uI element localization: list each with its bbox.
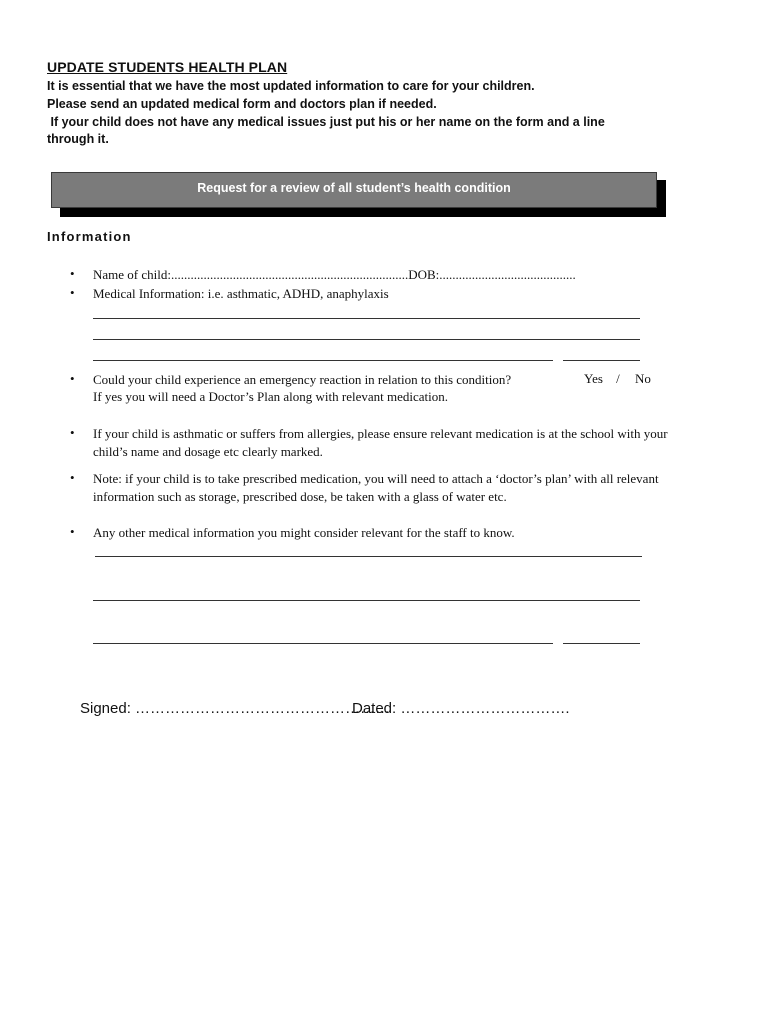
bullet-icon: • <box>70 524 75 539</box>
bullet-icon: • <box>70 470 75 485</box>
medical-info-label: Medical Information: i.e. asthmatic, ADHD, anaphylaxis <box>93 286 389 301</box>
yes-option[interactable]: Yes <box>584 371 603 386</box>
yes-no-choice <box>584 371 651 387</box>
other-info-line-1[interactable] <box>95 556 642 557</box>
intro-line-1: It is essential that we have the most updated information to care for your children. <box>47 79 535 93</box>
note-line-2: information such as storage, prescribed dose, be taken with a glass of water etc. <box>93 489 507 504</box>
asthma-line-2: child’s name and dosage etc clearly marked. <box>93 444 323 459</box>
signed-field[interactable]: Signed: …………………………………………… <box>80 700 391 717</box>
intro-line-4: through it. <box>47 132 109 146</box>
medical-info-line-3[interactable] <box>93 360 553 361</box>
yes-no-separator: / <box>616 371 620 386</box>
form-title: UPDATE STUDENTS HEALTH PLAN <box>47 59 288 75</box>
medical-info-line-1[interactable] <box>93 318 640 319</box>
asthma-line-1: If your child is asthmatic or suffers from allergies, please ensure relevant medication is at the school with your <box>93 426 668 441</box>
review-request-banner <box>51 172 666 217</box>
bullet-icon: • <box>70 371 75 386</box>
medical-info-line-3b[interactable] <box>563 360 640 361</box>
other-info-line-2[interactable] <box>93 600 640 601</box>
other-info-line-3[interactable] <box>93 643 553 644</box>
other-info-line-3b[interactable] <box>563 643 640 644</box>
information-heading: Information <box>47 229 132 244</box>
other-info-label: Any other medical information you might consider relevant for the staff to know. <box>93 525 515 540</box>
intro-line-3: If your child does not have any medical issues just put his or her name on the form and a line <box>47 115 605 129</box>
intro-line-2: Please send an updated medical form and doctors plan if needed. <box>47 97 437 111</box>
emergency-question: Could your child experience an emergency reaction in relation to this condition? <box>93 372 512 387</box>
bullet-icon: • <box>70 285 75 300</box>
bullet-icon: • <box>70 266 75 281</box>
emergency-note: If yes you will need a Doctor’s Plan along with relevant medication. <box>93 389 448 404</box>
dated-field[interactable]: Dated: ……………………………. <box>352 700 570 717</box>
note-line-1: Note: if your child is to take prescribed medication, you will need to attach a ‘doctor’s plan’ with all relevant <box>93 471 659 486</box>
medical-info-line-2[interactable] <box>93 339 640 340</box>
bullet-icon: • <box>70 425 75 440</box>
name-dob-field[interactable]: Name of child:.........................................................................DOB:.......................................... <box>93 267 576 282</box>
no-option[interactable]: No <box>635 371 651 386</box>
banner-text: Request for a review of all student’s health condition <box>51 172 657 208</box>
